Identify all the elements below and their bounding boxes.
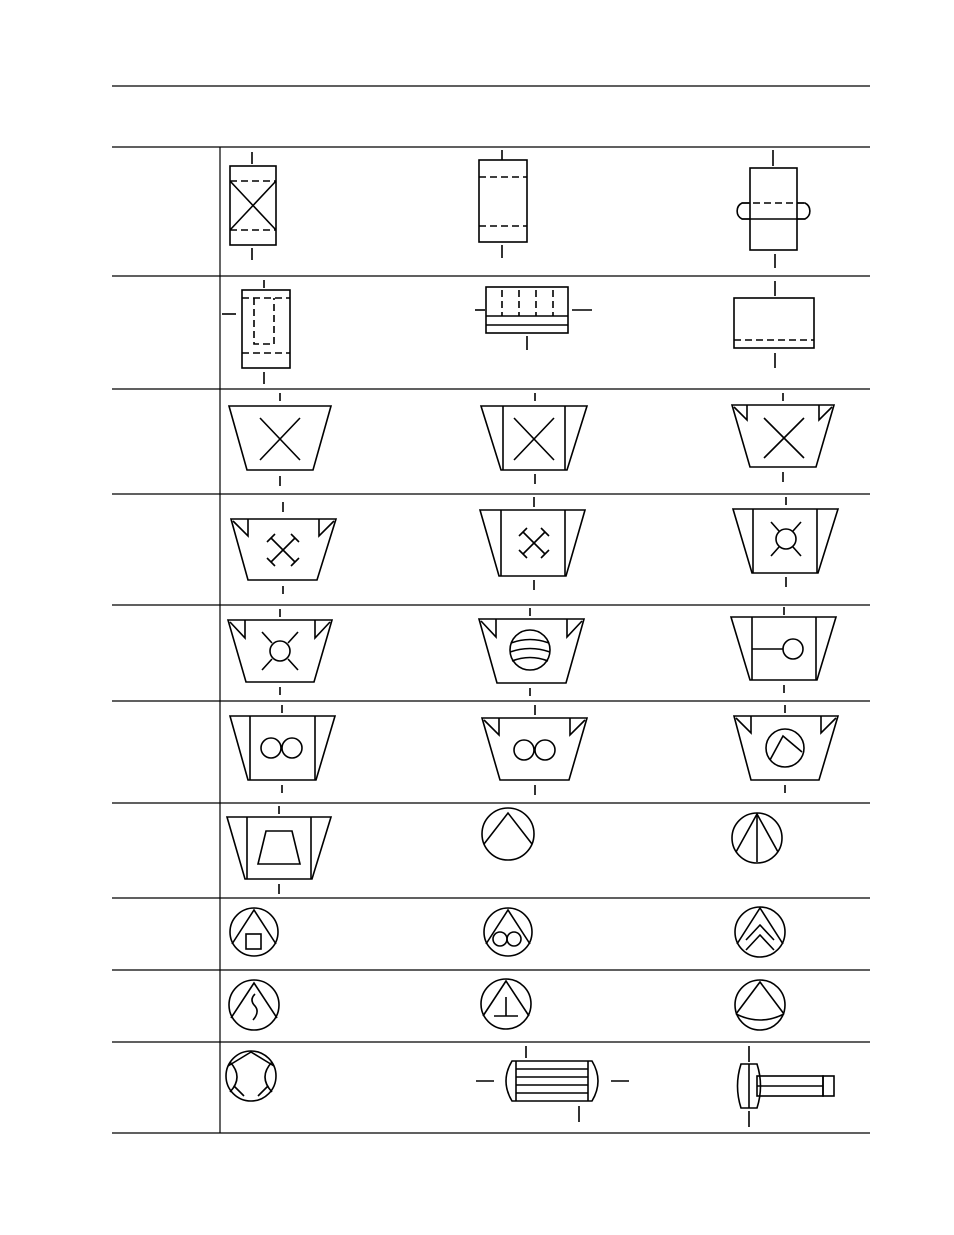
symbol-circle-lens — [735, 980, 785, 1030]
symbol-trapezoid-inner-trapezoid — [227, 806, 331, 894]
symbol-circle-double-circle — [484, 908, 532, 956]
symbol-winged-trapezoid-x — [732, 393, 834, 482]
table-rules — [112, 86, 870, 1133]
symbol-box-dashed-u — [222, 280, 290, 384]
symbol-circle-chevrons — [735, 907, 785, 957]
symbol-circle-side-arcs — [226, 1051, 276, 1101]
symbol-trapezoid-boxed-x — [481, 393, 587, 484]
symbol-box-side-loops — [737, 150, 810, 268]
symbol-trapezoid-x — [229, 393, 331, 486]
symbol-box-lower-dash — [734, 281, 814, 368]
symbol-finned-cylinder — [476, 1046, 629, 1122]
symbol-x-box-dashed — [230, 152, 276, 260]
symbol-circle-squiggle — [229, 980, 279, 1030]
symbol-box-dashed-bands — [479, 150, 527, 258]
symbol-trapezoid-double-circle — [230, 705, 335, 793]
symbol-circle-vee-stem — [732, 813, 782, 863]
symbol-circle-top-vee — [482, 808, 534, 860]
symbol-trapezoid-double-circle-tapered — [482, 705, 587, 795]
symbol-circle-tee — [481, 979, 531, 1029]
symbol-trapezoid-circle-spokes — [228, 609, 332, 695]
symbol-boxed-circle-spokes — [733, 497, 838, 587]
symbol-boxed-small-star — [480, 497, 585, 590]
symbol-trapezoid-hatched-circle — [479, 608, 584, 696]
symbol-boxed-circle-arm — [731, 607, 836, 693]
symbol-finned-box — [475, 287, 592, 350]
symbol-cylinder-rod — [738, 1046, 835, 1127]
symbol-circle-square — [230, 908, 278, 956]
symbol-winged-trapezoid-star — [231, 502, 336, 594]
symbol-trapezoid-circle-vee — [734, 705, 838, 793]
